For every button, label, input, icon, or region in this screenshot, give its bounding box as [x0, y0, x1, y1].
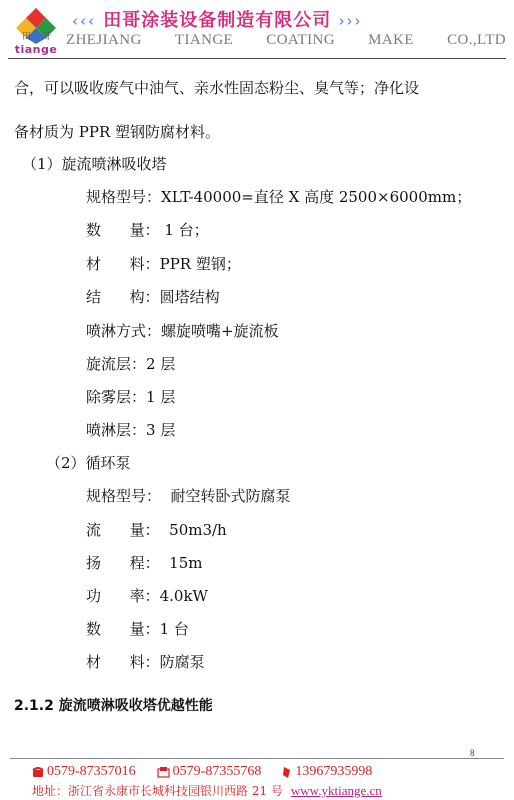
spec-row [86, 387, 175, 407]
company-logo [10, 6, 62, 60]
header-divider [8, 58, 506, 59]
paragraph-line: 备材质为 PPR 塑钢防腐材料。 [14, 123, 221, 141]
spec-row [86, 420, 175, 440]
spec-row [86, 553, 202, 573]
page-number: 8 [470, 748, 475, 758]
diamond-logo-icon [10, 6, 62, 44]
en-word: COATING [266, 32, 335, 48]
spec-label: 旋流层： [86, 355, 147, 373]
spec-value: 50m3/h [159, 521, 227, 539]
company-name-en [66, 32, 506, 49]
arrows-right: ››› [338, 12, 363, 30]
en-word: CO.,LTD [447, 32, 506, 48]
spec-label: 规格型号： [86, 487, 162, 505]
phone-number: 0579-87357016 [47, 764, 136, 779]
spec-value: 1 台； [159, 221, 209, 239]
footer-contacts [32, 764, 372, 780]
spec-value: 2 层 [146, 355, 176, 373]
spec-row [86, 287, 220, 307]
logo-wordmark: tiange [14, 43, 58, 56]
telephone-icon [32, 766, 44, 778]
footer-address-row [32, 782, 382, 799]
spec-label: 流 量： [86, 521, 160, 539]
website-link[interactable]: www.yktiange.cn [290, 783, 382, 798]
page-header [0, 0, 514, 60]
section-title: （2）循环泵 [46, 454, 131, 472]
company-name-cn [72, 6, 363, 31]
spec-row [86, 486, 291, 506]
fax-number: 0579-87355768 [172, 764, 262, 779]
spec-value: 圆塔结构 [159, 288, 220, 306]
spec-row [86, 354, 175, 374]
paragraph-line: 合，可以吸收废气中油气、亲水性固态粉尘、臭气等；净化设 [14, 79, 420, 97]
spec-label: 数 量： [86, 221, 160, 239]
spec-row [86, 187, 471, 207]
spec-row [86, 586, 208, 606]
spec-label: 材 料： [86, 653, 160, 671]
spec-row [86, 254, 241, 274]
spec-label: 数 量： [86, 620, 160, 638]
company-address: 地址：浙江省永康市长城科技园银川西路 21 号 [32, 784, 283, 798]
svg-text:田: 田 [22, 32, 32, 42]
spec-row [86, 652, 205, 672]
spec-value: 15m [159, 554, 203, 572]
spec-label: 除雾层： [86, 388, 147, 406]
spec-label: 扬 程： [86, 554, 160, 572]
spec-label: 喷淋方式： [86, 322, 162, 340]
spec-label: 规格型号： [86, 188, 162, 206]
spec-label: 喷淋层： [86, 421, 147, 439]
spec-label: 材 料： [86, 255, 160, 273]
company-title: 田哥涂装设备制造有限公司 [103, 10, 332, 31]
subsection-heading: 2.1.2 旋流喷淋吸收塔优越性能 [14, 698, 213, 714]
spec-row [86, 220, 209, 240]
spec-value: 耐空转卧式防腐泵 [161, 487, 291, 505]
spec-value: 1 台 [159, 620, 189, 638]
spec-value: 1 层 [146, 388, 176, 406]
fax-icon [157, 766, 170, 778]
spec-row [86, 619, 189, 639]
arrows-left: ‹‹‹ [72, 12, 96, 30]
spec-row [86, 321, 279, 341]
footer-divider [10, 758, 504, 759]
mobile-number: 13967935998 [295, 764, 373, 779]
spec-row [86, 520, 227, 540]
en-word: MAKE [368, 32, 414, 48]
spec-label: 结 构： [86, 288, 160, 306]
spec-value: XLT-40000=直径 X 高度 2500×6000mm； [161, 188, 472, 206]
spec-value: 4.0kW [159, 587, 208, 605]
spec-value: PPR 塑钢； [159, 255, 241, 273]
spec-value: 防腐泵 [159, 653, 205, 671]
en-word: TIANGE [174, 32, 234, 48]
section-title: （1）旋流喷淋吸收塔 [22, 155, 167, 173]
spec-value: 螺旋喷嘴+旋流板 [161, 322, 279, 340]
spec-label: 功 率： [86, 587, 160, 605]
en-word: ZHEJIANG [66, 32, 142, 48]
spec-value: 3 层 [146, 421, 176, 439]
svg-text:哥: 哥 [42, 32, 52, 42]
mobile-phone-icon [282, 766, 292, 779]
